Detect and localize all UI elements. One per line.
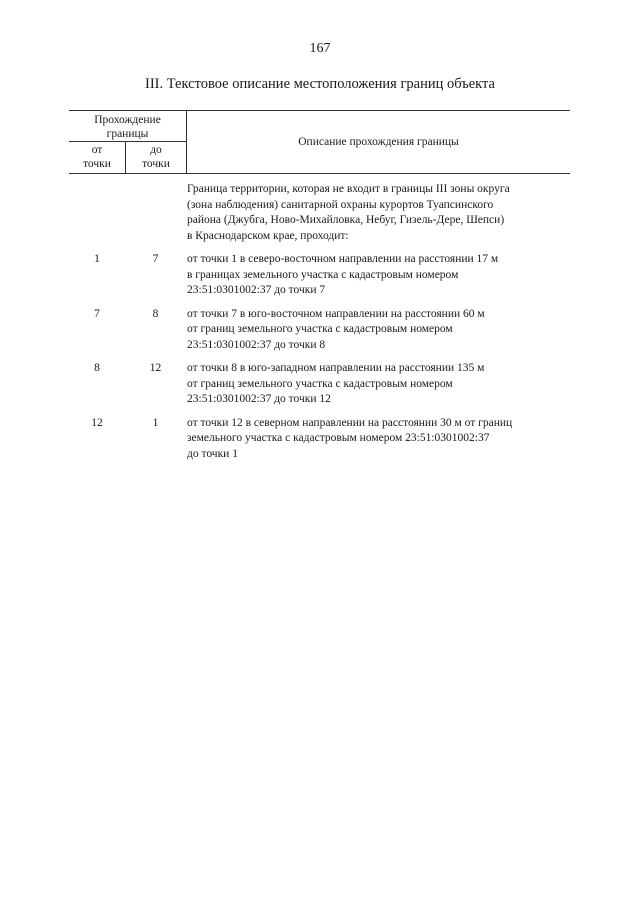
header-to-point <box>126 143 186 171</box>
intro-line: в Краснодарском крае, проходит: <box>187 229 349 242</box>
header-description: Описание прохождения границы <box>298 136 459 148</box>
table-row <box>69 307 570 354</box>
intro-line: (зона наблюдения) санитарной охраны курортов Туапсинского <box>187 198 494 211</box>
header-from-point-line: точки <box>83 158 111 170</box>
description-line: от точки 8 в юго-западном направлении на расстоянии 135 м <box>187 362 485 374</box>
header-to-point-line: точки <box>142 158 170 170</box>
table-intro <box>187 182 570 244</box>
cell-from-point: 8 <box>94 362 100 374</box>
table-row <box>69 252 570 299</box>
description-line: в границах земельного участка с кадастровым номером <box>187 268 459 281</box>
description-line: от точки 1 в северо-восточном направлении на расстоянии 17 м <box>187 253 499 265</box>
description-line: 23:51:0301002:37 до точки 8 <box>187 338 326 351</box>
description-line: земельного участка с кадастровым номером 23:51:0301002:37 <box>187 432 490 444</box>
cell-to-point: 1 <box>152 416 159 429</box>
description-line: 23:51:0301002:37 до точки 7 <box>187 284 326 296</box>
table-body <box>69 182 570 470</box>
header-boundary-passage <box>69 111 186 141</box>
header-divider-horizontal <box>69 141 186 142</box>
header-from-point-line: от <box>91 144 103 156</box>
intro-line: района (Джубга, Ново-Михайловка, Небуг, Гизель-Дере, Шепси) <box>187 214 505 226</box>
cell-from-point: 12 <box>91 416 103 429</box>
table-header <box>69 110 570 174</box>
header-boundary-passage-line: границы <box>106 128 149 140</box>
cell-to-point: 12 <box>149 362 162 374</box>
description-line: 23:51:0301002:37 до точки 12 <box>187 393 331 405</box>
page-number: 167 <box>309 41 331 56</box>
cell-to-point: 7 <box>152 253 159 265</box>
description-line: от границ земельного участка с кадастровым номером <box>187 323 453 335</box>
description-line: от точки 12 в северном направлении на расстоянии 30 м от границ <box>187 416 513 429</box>
description-line: от точки 7 в юго-восточном направлении на расстоянии 60 м <box>187 307 485 320</box>
cell-description <box>186 361 570 408</box>
cell-from-point: 1 <box>94 253 100 265</box>
description-line: от границ земельного участка с кадастровым номером <box>187 377 453 390</box>
table-row <box>69 416 570 463</box>
intro-line: Граница территории, которая не входит в границы III зоны округа <box>187 183 510 195</box>
header-from-point <box>69 143 125 171</box>
cell-from-point: 7 <box>94 307 100 320</box>
description-line: до точки 1 <box>187 447 238 460</box>
header-to-point-line: до <box>150 144 162 156</box>
cell-to-point: 8 <box>152 307 159 320</box>
section-title: III. Текстовое описание местоположения границ объекта <box>145 76 495 92</box>
header-boundary-passage-line: Прохождение <box>94 114 161 126</box>
table-row <box>69 361 570 408</box>
cell-description <box>186 307 570 354</box>
cell-description <box>186 416 570 463</box>
cell-description <box>186 252 570 299</box>
